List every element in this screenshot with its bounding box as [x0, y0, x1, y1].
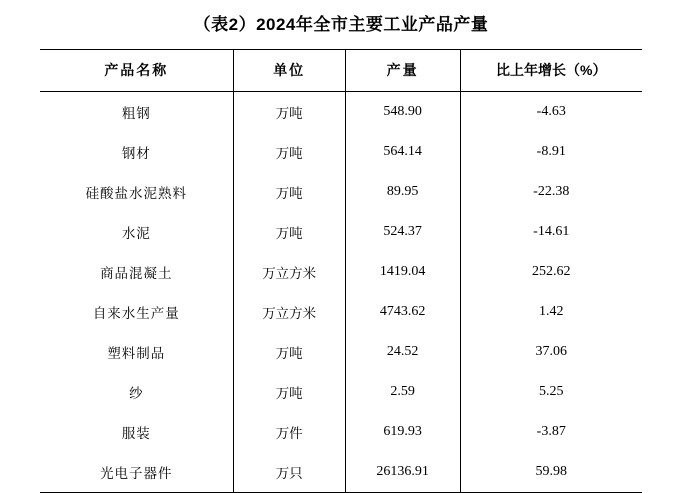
- cell-growth: -22.38: [460, 172, 642, 212]
- cell-growth: -4.63: [460, 92, 642, 133]
- cell-output: 1419.04: [345, 252, 460, 292]
- table-row: [40, 372, 642, 412]
- cell-growth: 37.06: [460, 332, 642, 372]
- table-row: [40, 92, 642, 133]
- cell-growth: 252.62: [460, 252, 642, 292]
- cell-product-name: 光电子器件: [40, 452, 233, 493]
- cell-product-name: 自来水生产量: [92, 306, 180, 321]
- cell-unit: 万只: [233, 452, 345, 493]
- cell-growth: 1.42: [460, 292, 642, 332]
- cell-output: 524.37: [345, 212, 460, 252]
- cell-growth: 59.98: [460, 452, 642, 493]
- cell-unit: 万吨: [233, 332, 345, 372]
- column-header-growth: 比上年增长（%）: [460, 50, 642, 92]
- cell-unit: 万吨: [233, 212, 345, 252]
- cell-growth: 5.25: [460, 372, 642, 412]
- cell-unit: 万吨: [233, 132, 345, 172]
- column-header-product-name: 产品名称: [40, 50, 233, 92]
- table-header-row: [40, 50, 642, 92]
- cell-product-name: 硅酸盐水泥熟料: [85, 186, 188, 201]
- cell-product-name: 纱: [129, 386, 144, 401]
- cell-product-name: 塑料制品: [107, 346, 166, 361]
- table-row: [40, 332, 642, 372]
- table-header: [40, 50, 642, 92]
- cell-product-name: 钢材: [121, 146, 151, 161]
- table-row: [40, 452, 642, 493]
- cell-output: 564.14: [345, 132, 460, 172]
- column-header-output: 产量: [345, 50, 460, 92]
- cell-product-name: 服装: [121, 426, 151, 441]
- cell-growth: -3.87: [460, 412, 642, 452]
- table-row: [40, 292, 642, 332]
- cell-output: 26136.91: [345, 452, 460, 493]
- table-row: [40, 252, 642, 292]
- cell-output: 4743.62: [345, 292, 460, 332]
- page-title: （表2）2024年全市主要工业产品产量: [193, 15, 489, 34]
- industrial-output-table: [40, 49, 642, 493]
- table-row: [40, 172, 642, 212]
- cell-output: 548.90: [345, 92, 460, 133]
- table-row: [40, 212, 642, 252]
- cell-unit: 万件: [233, 412, 345, 452]
- column-header-unit: 单位: [233, 50, 345, 92]
- cell-growth: -14.61: [460, 212, 642, 252]
- table-row: [40, 132, 642, 172]
- cell-unit: 万吨: [233, 172, 345, 212]
- cell-output: 24.52: [345, 332, 460, 372]
- cell-output: 619.93: [345, 412, 460, 452]
- cell-product-name: 粗钢: [121, 106, 151, 121]
- cell-unit: 万吨: [233, 92, 345, 133]
- table-body: [40, 92, 642, 493]
- cell-output: 89.95: [345, 172, 460, 212]
- cell-output: 2.59: [345, 372, 460, 412]
- table-row: [40, 412, 642, 452]
- cell-product-name: 商品混凝土: [100, 266, 173, 281]
- cell-unit: 万吨: [233, 372, 345, 412]
- cell-product-name: 水泥: [121, 226, 151, 241]
- table-container: [0, 49, 682, 493]
- cell-unit: 万立方米: [233, 252, 345, 292]
- cell-growth: -8.91: [460, 132, 642, 172]
- cell-unit: 万立方米: [233, 292, 345, 332]
